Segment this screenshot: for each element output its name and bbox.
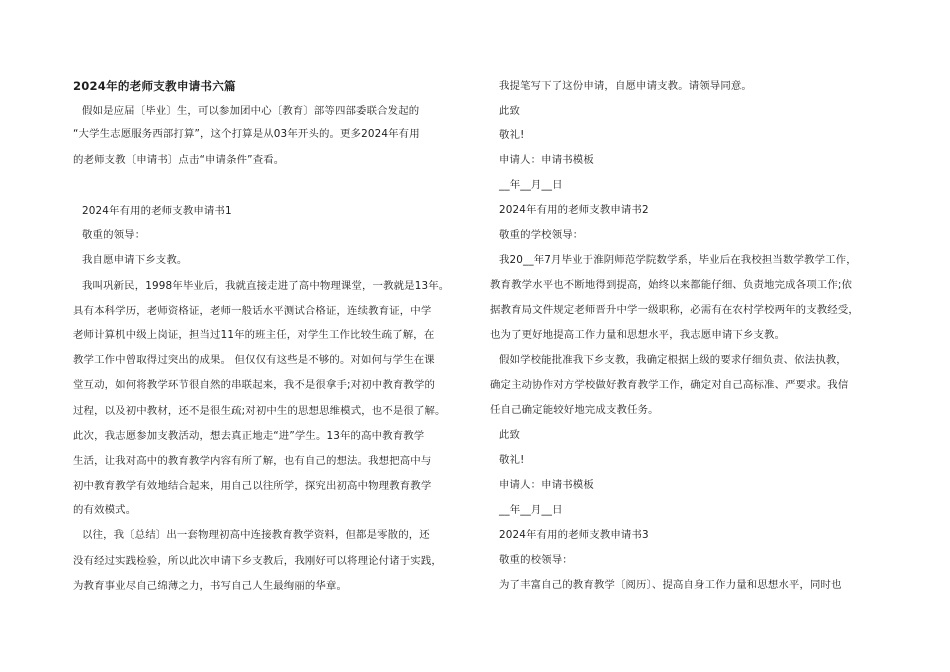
salutation: 敬重的领导： (82, 229, 146, 241)
paragraph-line: 的老师支教〔申请书〕点击“申请条件”查看。 (73, 154, 285, 166)
paragraph-line: 此次，我志愿参加支教活动，想去真正地走“进”学生。13年的高中教育教学 (73, 430, 425, 442)
document-title: 2024年的老师支教申请书六篇 (73, 79, 236, 93)
paragraph-line: 假如是应届〔毕业〕生，可以参加团中心〔教育〕部等四部委联合发起的 (82, 105, 420, 117)
paragraph-line: “大学生志愿服务西部打算”，这个打算是从03年开头的。更多2024年有用 (73, 128, 420, 140)
signature-line: 申请人：申请书模板 (499, 154, 594, 166)
paragraph-line: 的有效模式。 (73, 504, 137, 516)
paragraph-line: 没有经过实践检验，所以此次申请下乡支教后，我刚好可以将理论付诸于实践， (73, 555, 442, 567)
paragraph-line: 为教育事业尽自己绵薄之力，书写自己人生最绚丽的华章。 (73, 580, 348, 592)
paragraph-line: 教育教学水平也不断地得到提高，始终以来都能仔细、负责地完成各项工作;依 (490, 279, 853, 291)
salutation: 敬重的校领导： (499, 554, 573, 566)
salutation: 敬重的学校领导： (499, 229, 584, 241)
paragraph-line: 生活，让我对高中的教育教学内容有所了解，也有自己的想法。我想把高中与 (73, 455, 432, 467)
closing-line: 此致 (499, 429, 521, 441)
paragraph-line: 假如学校能批准我下乡支教，我确定根据上级的要求仔细负责、依法执教， (499, 354, 847, 366)
paragraph-line: 我20__年7月毕业于淮阴师范学院数学系，毕业后在我校担当数学教学工作， (499, 254, 857, 266)
section-heading: 2024年有用的老师支教申请书1 (82, 205, 232, 217)
paragraph-line: 具有本科学历，老师资格证，老师一般话水平测试合格证，连续教育证，中学 (73, 305, 432, 317)
paragraph-line: 以往，我〔总结〕出一套物理初高中连接教育教学资料，但都是零散的，还 (82, 529, 430, 541)
signature-line: 申请人：申请书模板 (499, 479, 594, 491)
paragraph-line: 确定主动协作对方学校做好教育教学工作，确定对自己高标准、严要求。我信 (490, 379, 849, 391)
paragraph-line: 堂互动，如何将教学环节很自然的串联起来，我不是很拿手;对初中教育教学的 (73, 379, 436, 391)
closing-line: 敬礼! (499, 129, 525, 141)
paragraph-line: 据教育局文件规定老师晋升中学一级职称，必需有在农村学校两年的支教经受， (490, 304, 859, 316)
date-line: __年__月__日 (499, 179, 563, 191)
closing-line: 敬礼! (499, 454, 525, 466)
paragraph-line: 也为了更好地提高工作力量和思想水平，我志愿申请下乡支教。 (490, 329, 786, 341)
paragraph-line: 过程，以及初中教材，还不是很生疏;对初中生的思想思维模式，也不是很了解。 (73, 405, 446, 417)
paragraph-line: 老师计算机中级上岗证，担当过11年的班主任，对学生工作比较生疏了解，在 (73, 329, 435, 341)
paragraph-line: 为了丰富自己的教育教学〔阅历〕、提高自身工作力量和思想水平，同时也 (499, 579, 842, 591)
paragraph-line: 我自愿申请下乡支教。 (82, 254, 188, 266)
paragraph-line: 我提笔写下了这份申请，自愿申请支教。请领导同意。 (499, 80, 752, 92)
paragraph-line: 教学工作中曾取得过突出的成果。 但仅仅有这些是不够的。对如何与学生在课 (73, 354, 435, 366)
paragraph-line: 任自己确定能较好地完成支教任务。 (490, 404, 659, 416)
date-line: __年__月__日 (499, 504, 563, 516)
closing-line: 此致 (499, 105, 521, 117)
section-heading: 2024年有用的老师支教申请书2 (499, 204, 649, 216)
paragraph-line: 我叫巩新民，1998年毕业后，我就直接走进了高中物理课堂，一教就是13年。 (82, 280, 450, 292)
section-heading: 2024年有用的老师支教申请书3 (499, 529, 649, 541)
paragraph-line: 初中教育教学有效地结合起来，用自己以往所学，探究出初高中物理教育教学 (73, 480, 432, 492)
